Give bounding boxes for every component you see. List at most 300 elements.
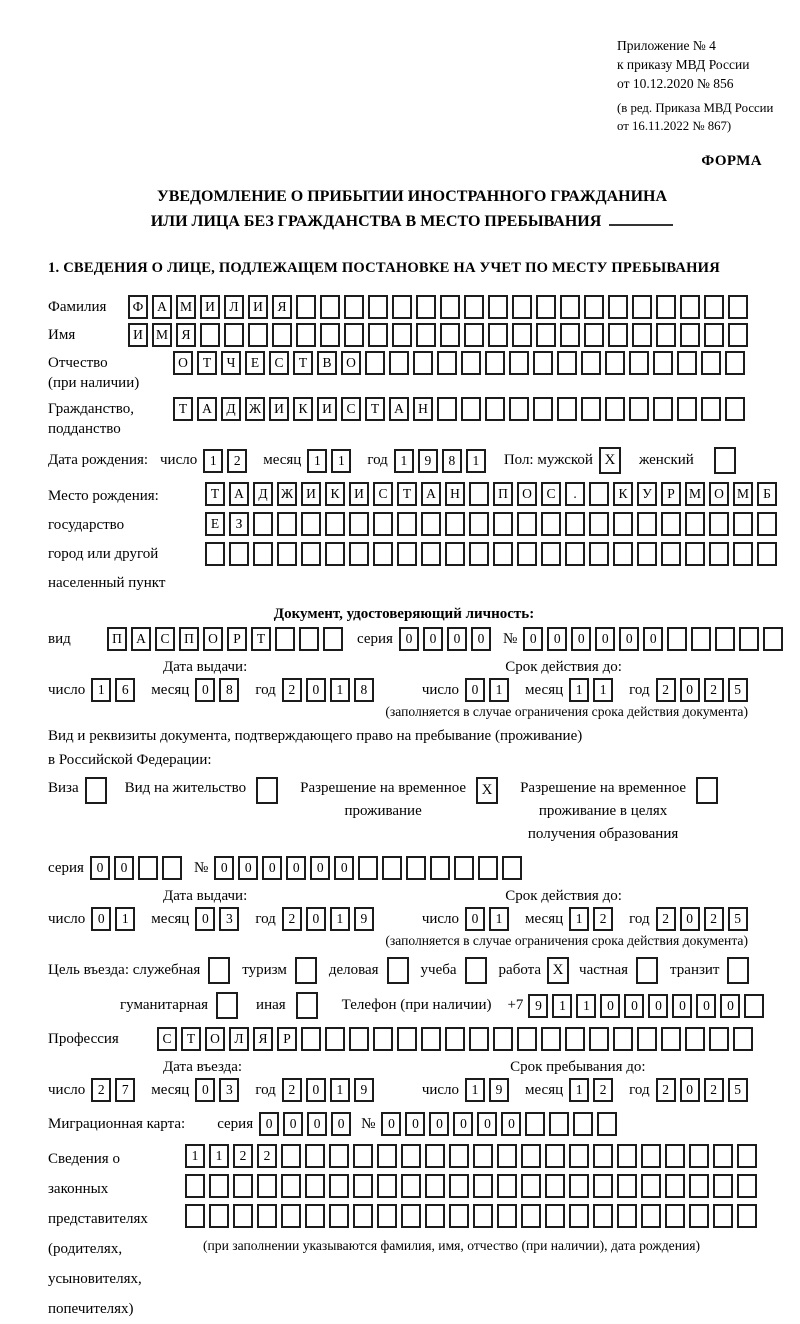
char-cell — [691, 627, 711, 651]
char-cell: 0 — [114, 856, 134, 880]
char-cell — [401, 1204, 421, 1228]
char-cell — [733, 542, 753, 566]
entry-purpose-row — [48, 957, 800, 984]
char-cell: Н — [445, 482, 465, 506]
char-cell — [701, 397, 721, 421]
doc-valid-month-boxes — [569, 678, 617, 702]
char-cell — [277, 542, 297, 566]
char-cell: В — [317, 351, 337, 375]
char-cell — [701, 351, 721, 375]
char-cell: О — [173, 351, 193, 375]
char-cell — [641, 1174, 661, 1198]
profession-boxes — [157, 1027, 757, 1051]
doc-dates-row — [48, 678, 800, 702]
char-cell: Т — [181, 1027, 201, 1051]
char-cell — [440, 295, 460, 319]
purpose-tourism-checkbox — [295, 957, 321, 984]
char-cell: К — [613, 482, 633, 506]
char-cell — [478, 856, 498, 880]
char-cell — [416, 323, 436, 347]
char-cell: 8 — [442, 449, 462, 473]
char-cell: . — [565, 482, 585, 506]
char-cell — [138, 856, 158, 880]
phone-label: Телефон (при наличии) — [341, 997, 492, 1013]
char-cell — [497, 1144, 517, 1168]
day-label: число — [48, 681, 86, 698]
char-cell: 5 — [728, 1078, 748, 1102]
page-title-line2: ИЛИ ЛИЦА БЕЗ ГРАЖДАНСТВА В МЕСТО ПРЕБЫВАНИЯ — [48, 209, 776, 234]
char-cell — [445, 542, 465, 566]
char-cell: 0 — [471, 627, 491, 651]
char-cell — [597, 1112, 617, 1136]
char-cell — [233, 1204, 253, 1228]
stay-until-label: Срок пребывания до: — [510, 1059, 646, 1075]
purpose-study-checkbox — [465, 957, 491, 984]
visa-checkbox — [85, 777, 111, 804]
valid-until-label: Срок действия до: — [505, 888, 622, 904]
month-label: месяц — [525, 681, 564, 698]
char-cell: 0 — [306, 1078, 326, 1102]
char-cell: И — [200, 295, 220, 319]
char-cell: 0 — [334, 856, 354, 880]
entry-year-boxes — [282, 1078, 378, 1102]
char-cell: М — [685, 482, 705, 506]
char-cell — [299, 627, 319, 651]
char-cell: 2 — [656, 678, 676, 702]
char-cell: А — [152, 295, 172, 319]
char-cell — [704, 295, 724, 319]
char-cell — [545, 1144, 565, 1168]
phone-boxes — [528, 994, 768, 1018]
char-cell — [349, 542, 369, 566]
char-cell — [305, 1144, 325, 1168]
char-cell — [325, 1027, 345, 1051]
char-cell: 2 — [593, 907, 613, 931]
temp-residence-label: Разрешение на временное проживание — [300, 780, 467, 819]
char-cell — [573, 1112, 593, 1136]
char-cell — [589, 542, 609, 566]
series-label: серия — [48, 859, 84, 876]
char-cell — [281, 1174, 301, 1198]
char-cell: 1 — [330, 907, 350, 931]
char-cell — [704, 323, 724, 347]
char-cell: 1 — [394, 449, 414, 473]
char-cell: Д — [253, 482, 273, 506]
char-cell — [656, 295, 676, 319]
char-cell: О — [205, 1027, 225, 1051]
char-cell — [392, 295, 412, 319]
appendix-line: от 10.12.2020 № 856 — [617, 76, 734, 91]
char-cell — [589, 512, 609, 536]
char-cell — [185, 1204, 205, 1228]
char-cell — [353, 1174, 373, 1198]
char-cell — [637, 542, 657, 566]
char-cell — [305, 1174, 325, 1198]
char-cell — [689, 1174, 709, 1198]
char-cell: 0 — [381, 1112, 401, 1136]
migration-card-series-boxes — [259, 1112, 355, 1136]
year-label: год — [629, 681, 650, 698]
char-cell: 1 — [593, 678, 613, 702]
stay-month-boxes — [569, 1078, 617, 1102]
char-cell — [613, 512, 633, 536]
char-cell: 0 — [310, 856, 330, 880]
char-cell: 0 — [648, 994, 668, 1018]
char-cell: Т — [205, 482, 225, 506]
profession-label: Профессия — [48, 1030, 119, 1047]
char-cell — [497, 1204, 517, 1228]
char-cell — [469, 482, 489, 506]
char-cell — [665, 1144, 685, 1168]
char-cell: X — [476, 777, 498, 804]
char-cell — [256, 777, 278, 804]
char-cell: 9 — [354, 1078, 374, 1102]
char-cell: М — [176, 295, 196, 319]
char-cell — [413, 351, 433, 375]
char-cell — [541, 512, 561, 536]
char-cell: М — [733, 482, 753, 506]
char-cell: Р — [227, 627, 247, 651]
year-label: год — [255, 910, 276, 927]
char-cell — [488, 295, 508, 319]
char-cell: Ж — [277, 482, 297, 506]
char-cell: И — [349, 482, 369, 506]
char-cell — [569, 1144, 589, 1168]
char-cell — [581, 351, 601, 375]
year-label: год — [629, 1081, 650, 1098]
char-cell — [185, 1174, 205, 1198]
birthplace-label: Место рождения: государство город или другой населенный пункт — [48, 488, 166, 591]
permit-dates-row — [48, 907, 800, 931]
char-cell — [613, 1027, 633, 1051]
char-cell — [641, 1204, 661, 1228]
birthplace-row1-boxes — [205, 482, 781, 506]
appendix-line: Приложение № 4 — [617, 38, 716, 53]
purpose-humanitarian-label: гуманитарная — [120, 997, 209, 1013]
char-cell: 0 — [680, 678, 700, 702]
char-cell — [617, 1174, 637, 1198]
char-cell: 0 — [696, 994, 716, 1018]
residence-doc-line2: в Российской Федерации: — [48, 752, 212, 768]
char-cell — [257, 1204, 277, 1228]
year-label: год — [255, 681, 276, 698]
day-label: число — [421, 910, 460, 927]
day-label: число — [421, 1081, 460, 1098]
purpose-business-label: деловая — [328, 962, 379, 978]
month-label: месяц — [151, 1081, 190, 1098]
char-cell: 3 — [219, 907, 239, 931]
char-cell — [296, 992, 318, 1019]
char-cell — [636, 957, 658, 984]
char-cell: 1 — [465, 1078, 485, 1102]
char-cell — [325, 512, 345, 536]
char-cell: Н — [413, 397, 433, 421]
permit-issue-month-boxes — [195, 907, 243, 931]
char-cell — [593, 1144, 613, 1168]
purpose-private-checkbox — [636, 957, 662, 984]
char-cell: 3 — [219, 1078, 239, 1102]
char-cell — [275, 627, 295, 651]
char-cell — [421, 512, 441, 536]
char-cell: Т — [251, 627, 271, 651]
permit-dates-header — [48, 888, 800, 905]
char-cell — [605, 351, 625, 375]
char-cell — [464, 295, 484, 319]
char-cell: 1 — [569, 907, 589, 931]
char-cell — [295, 957, 317, 984]
char-cell — [608, 323, 628, 347]
char-cell: Т — [293, 351, 313, 375]
char-cell: 2 — [233, 1144, 253, 1168]
citizenship-label: Гражданство, подданство — [48, 401, 135, 437]
name-boxes — [128, 323, 752, 347]
char-cell — [560, 323, 580, 347]
char-cell — [725, 351, 745, 375]
birthplace-block — [48, 482, 800, 598]
char-cell: 1 — [91, 678, 111, 702]
char-cell: 5 — [728, 907, 748, 931]
citizenship-boxes — [173, 397, 749, 421]
month-label: месяц — [151, 910, 190, 927]
birthplace-boxes — [205, 482, 781, 572]
char-cell — [368, 323, 388, 347]
section1-title: 1. СВЕДЕНИЯ О ЛИЦЕ, ПОДЛЕЖАЩЕМ ПОСТАНОВКЕ НА УЧЕТ ПО МЕСТУ ПРЕБЫВАНИЯ — [48, 260, 720, 276]
char-cell — [715, 627, 735, 651]
char-cell — [445, 1027, 465, 1051]
char-cell — [533, 351, 553, 375]
char-cell — [162, 856, 182, 880]
char-cell — [509, 351, 529, 375]
char-cell — [637, 512, 657, 536]
number-label: № — [193, 859, 209, 876]
doc-kind-boxes — [107, 627, 347, 651]
char-cell — [253, 512, 273, 536]
char-cell — [440, 323, 460, 347]
char-cell — [617, 1204, 637, 1228]
char-cell: 0 — [547, 627, 567, 651]
char-cell — [493, 542, 513, 566]
char-cell — [344, 295, 364, 319]
representatives-row3-boxes — [185, 1204, 761, 1228]
representatives-boxes — [185, 1144, 761, 1254]
name-row — [48, 323, 800, 347]
birthdate-row — [48, 447, 800, 474]
char-cell: С — [373, 482, 393, 506]
char-cell — [665, 1204, 685, 1228]
char-cell — [737, 1204, 757, 1228]
char-cell — [685, 512, 705, 536]
char-cell — [281, 1144, 301, 1168]
issue-date-label: Дата выдачи: — [163, 659, 248, 675]
char-cell — [437, 351, 457, 375]
char-cell — [608, 295, 628, 319]
char-cell — [301, 1027, 321, 1051]
char-cell — [377, 1174, 397, 1198]
month-label: месяц — [151, 681, 190, 698]
char-cell — [661, 512, 681, 536]
purpose-work-checkbox — [547, 957, 573, 984]
year-label: год — [629, 910, 650, 927]
char-cell — [581, 397, 601, 421]
char-cell — [541, 1027, 561, 1051]
permit-series-boxes — [90, 856, 186, 880]
char-cell: 1 — [552, 994, 572, 1018]
char-cell: 0 — [90, 856, 110, 880]
char-cell: 0 — [672, 994, 692, 1018]
char-cell — [406, 856, 426, 880]
char-cell: П — [493, 482, 513, 506]
char-cell — [560, 295, 580, 319]
char-cell — [589, 1027, 609, 1051]
day-label: число — [160, 452, 198, 468]
char-cell: 9 — [528, 994, 548, 1018]
char-cell — [549, 1112, 569, 1136]
representatives-row2-boxes — [185, 1174, 761, 1198]
day-label: число — [48, 910, 86, 927]
migration-card-row — [48, 1112, 800, 1136]
temp-residence-edu-checkbox — [696, 777, 722, 804]
char-cell — [665, 1174, 685, 1198]
char-cell: А — [421, 482, 441, 506]
char-cell — [349, 512, 369, 536]
char-cell — [473, 1204, 493, 1228]
char-cell — [329, 1144, 349, 1168]
citizenship-row — [48, 397, 800, 439]
char-cell: 1 — [466, 449, 486, 473]
char-cell — [281, 1204, 301, 1228]
char-cell: X — [547, 957, 569, 984]
char-cell: Я — [253, 1027, 273, 1051]
char-cell — [208, 957, 230, 984]
char-cell — [425, 1144, 445, 1168]
valid-until-label: Срок действия до: — [505, 659, 622, 675]
char-cell — [744, 994, 764, 1018]
entry-dates-row — [48, 1078, 800, 1102]
char-cell — [421, 542, 441, 566]
char-cell — [301, 512, 321, 536]
char-cell: 1 — [209, 1144, 229, 1168]
char-cell: Д — [221, 397, 241, 421]
char-cell: 0 — [307, 1112, 327, 1136]
year-label: год — [255, 1081, 276, 1098]
sex-male-label: Пол: мужской — [503, 452, 593, 468]
char-cell — [465, 957, 487, 984]
char-cell — [200, 323, 220, 347]
char-cell: А — [197, 397, 217, 421]
char-cell: 0 — [680, 1078, 700, 1102]
stay-year-boxes — [656, 1078, 752, 1102]
char-cell — [677, 351, 697, 375]
char-cell: 0 — [283, 1112, 303, 1136]
char-cell — [349, 1027, 369, 1051]
char-cell: 0 — [259, 1112, 279, 1136]
char-cell — [421, 1027, 441, 1051]
char-cell — [637, 1027, 657, 1051]
char-cell: 0 — [423, 627, 443, 651]
char-cell: К — [325, 482, 345, 506]
char-cell: 0 — [523, 627, 543, 651]
char-cell: 2 — [656, 907, 676, 931]
representatives-row1-boxes — [185, 1144, 761, 1168]
char-cell — [485, 397, 505, 421]
char-cell — [233, 1174, 253, 1198]
char-cell — [536, 323, 556, 347]
char-cell — [401, 1144, 421, 1168]
char-cell: И — [317, 397, 337, 421]
representatives-note: (при заполнении указываются фамилия, имя, отчество (при наличии), дата рождения) — [203, 1238, 701, 1253]
char-cell — [629, 351, 649, 375]
char-cell — [667, 627, 687, 651]
char-cell: 1 — [569, 1078, 589, 1102]
char-cell — [533, 397, 553, 421]
char-cell: 9 — [489, 1078, 509, 1102]
char-cell — [205, 542, 225, 566]
char-cell — [461, 397, 481, 421]
purpose-transit-checkbox — [727, 957, 753, 984]
char-cell: 1 — [115, 907, 135, 931]
char-cell — [689, 1204, 709, 1228]
char-cell: У — [637, 482, 657, 506]
identity-doc-heading: Документ, удостоверяющий личность: — [273, 606, 535, 622]
char-cell — [320, 295, 340, 319]
patronymic-boxes — [173, 351, 749, 375]
purpose-phone-row — [48, 992, 800, 1019]
char-cell — [725, 397, 745, 421]
stay-day-boxes — [465, 1078, 513, 1102]
char-cell — [517, 512, 537, 536]
sex-female-checkbox — [714, 447, 740, 474]
char-cell — [488, 323, 508, 347]
char-cell: С — [269, 351, 289, 375]
month-label: месяц — [525, 910, 564, 927]
page-title — [48, 184, 776, 234]
char-cell — [253, 542, 273, 566]
char-cell — [449, 1144, 469, 1168]
purpose-other-label: иная — [256, 997, 286, 1013]
char-cell: 0 — [680, 907, 700, 931]
char-cell: И — [301, 482, 321, 506]
char-cell — [257, 1174, 277, 1198]
char-cell: Т — [173, 397, 193, 421]
char-cell: 0 — [306, 907, 326, 931]
char-cell — [437, 397, 457, 421]
char-cell: 1 — [330, 1078, 350, 1102]
char-cell: 9 — [354, 907, 374, 931]
char-cell — [629, 397, 649, 421]
char-cell: 2 — [656, 1078, 676, 1102]
char-cell: 2 — [282, 1078, 302, 1102]
char-cell — [714, 447, 736, 474]
char-cell — [521, 1174, 541, 1198]
char-cell — [733, 1027, 753, 1051]
char-cell — [739, 627, 759, 651]
number-label: № — [361, 1115, 376, 1132]
char-cell — [584, 323, 604, 347]
char-cell: С — [341, 397, 361, 421]
char-cell — [565, 542, 585, 566]
char-cell — [397, 542, 417, 566]
purpose-business-checkbox — [387, 957, 413, 984]
day-label: число — [421, 681, 460, 698]
purpose-label: Цель въезда: служебная — [48, 962, 201, 978]
char-cell: 0 — [465, 678, 485, 702]
char-cell: 0 — [624, 994, 644, 1018]
char-cell — [613, 542, 633, 566]
char-cell: 1 — [185, 1144, 205, 1168]
sex-male-checkbox — [599, 447, 625, 474]
doc-issue-day-boxes — [91, 678, 139, 702]
char-cell: 2 — [704, 678, 724, 702]
